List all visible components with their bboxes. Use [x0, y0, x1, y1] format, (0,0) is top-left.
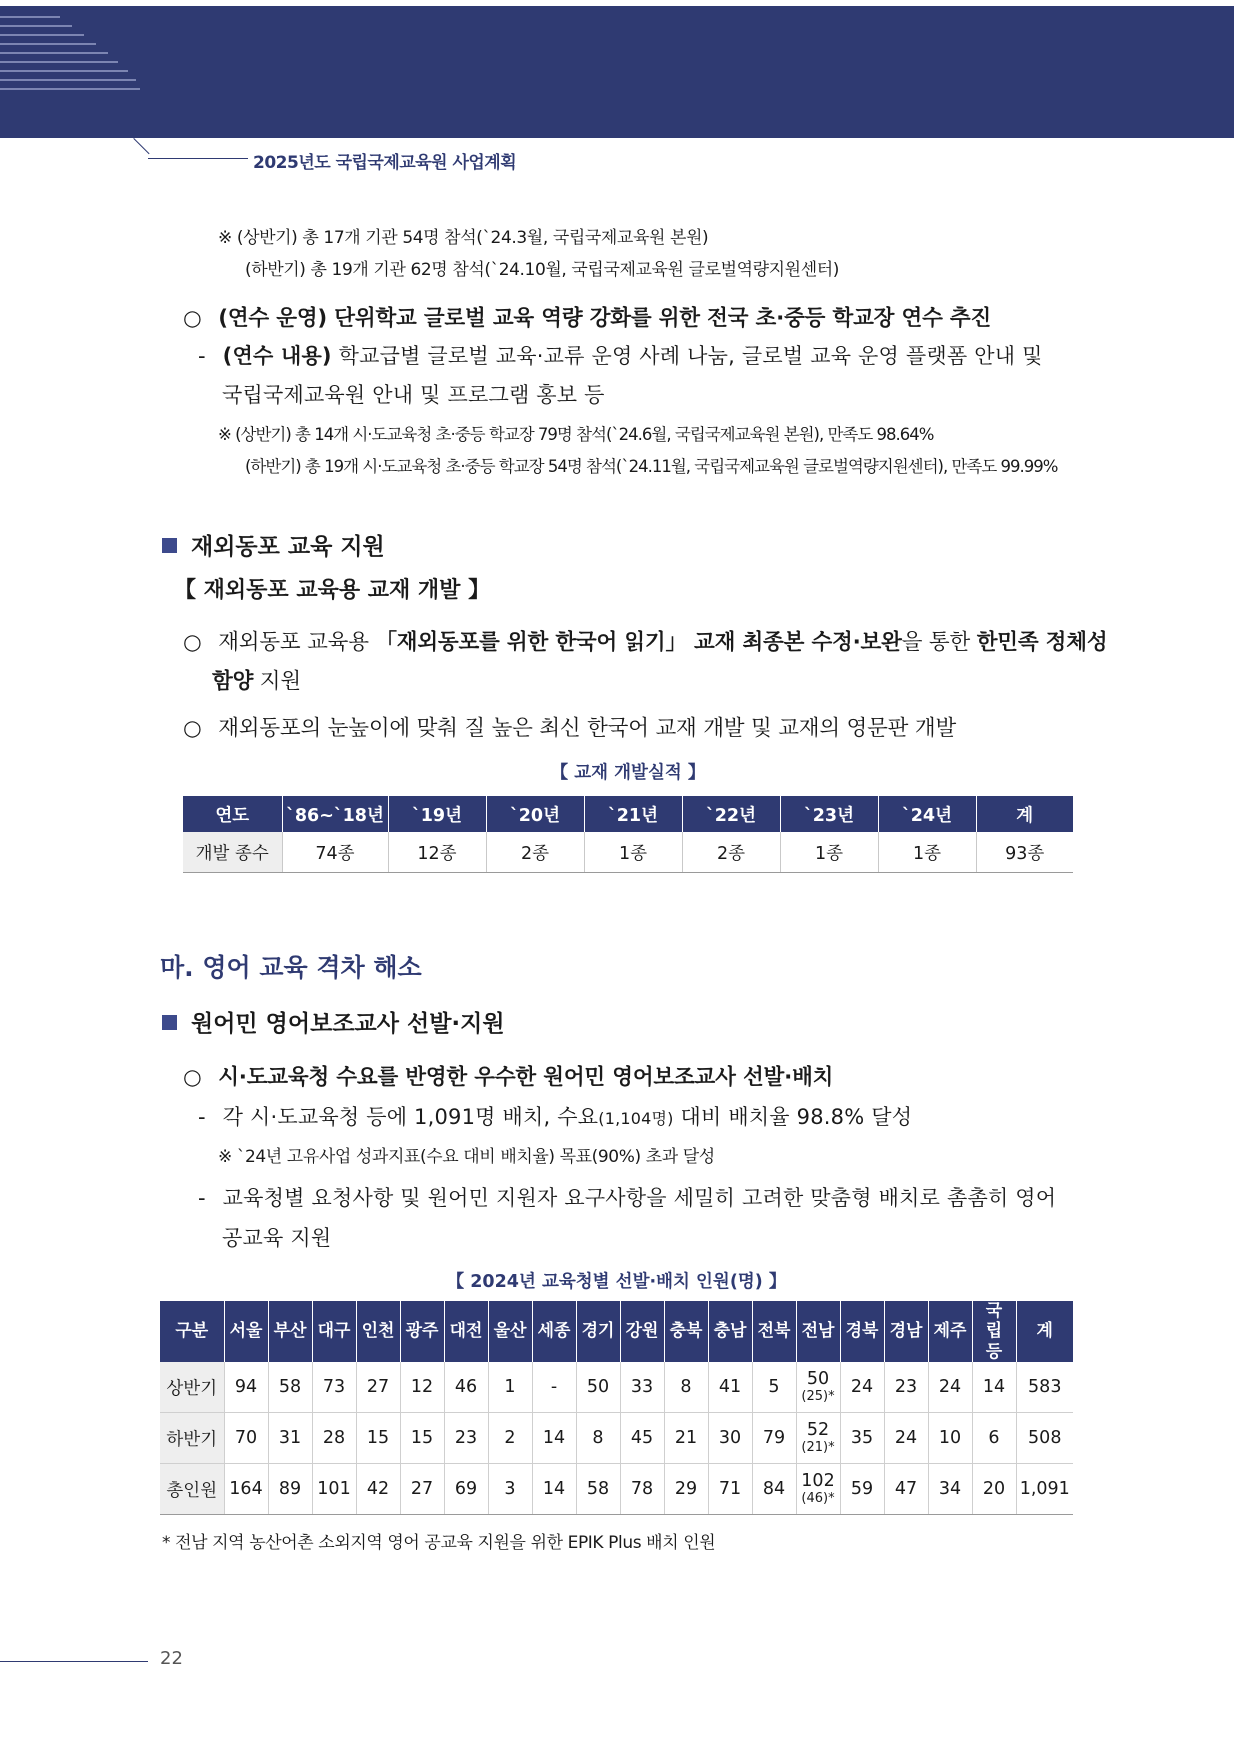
table-cell: 101: [312, 1464, 356, 1515]
table-cell: 94: [224, 1362, 268, 1413]
table-cell: 508: [1016, 1413, 1073, 1464]
table-header-cell: 광주: [400, 1301, 444, 1362]
table-cell: 84: [752, 1464, 796, 1515]
table-cell: 8: [664, 1362, 708, 1413]
table-cell: 58: [268, 1362, 312, 1413]
table-header-cell: 울산: [488, 1301, 532, 1362]
subheading-textbook: 【 재외동포 교육용 교재 개발 】: [174, 578, 491, 603]
dash-item-training-content: [198, 340, 1043, 370]
table-cell: 69: [444, 1464, 488, 1515]
textbook-development-text: 재외동포의 눈높이에 맞춰 질 높은 최신 한국어 교재 개발 및 교재의 영문판 개발: [218, 716, 957, 741]
dash-item-continuation: 공교육 지원: [222, 1226, 332, 1250]
table-header-cell: 경기: [576, 1301, 620, 1362]
table-cell: 15: [400, 1413, 444, 1464]
table-header-row: [183, 796, 1073, 832]
table-cell: 24: [840, 1362, 884, 1413]
dash-item-placement: [198, 1101, 912, 1131]
placement-text-c: 대비 배치율 98.8% 달성: [673, 1105, 913, 1129]
table-row-label: 상반기: [160, 1362, 224, 1413]
table-row-label: 총인원: [160, 1464, 224, 1515]
table-cell-jeonnam: [796, 1464, 840, 1515]
table-cell: 73: [312, 1362, 356, 1413]
dash-mark: -: [198, 1105, 206, 1129]
circle-item-textbook-revision: [183, 625, 1107, 656]
table-cell: 78: [620, 1464, 664, 1515]
placement-text-b: (1,104명): [598, 1109, 674, 1128]
section-heading-english: [162, 1005, 505, 1038]
dash-item-label: (연수 내용): [222, 344, 332, 368]
table-header-cell: 충남: [708, 1301, 752, 1362]
table-cell: 2종: [486, 832, 584, 873]
table-header-cell: 경북: [840, 1301, 884, 1362]
note-second-half: (하반기) 총 19개 기관 62명 참석(`24.10월, 국립국제교육원 글로벌역량지원센터): [245, 260, 839, 280]
table-header-cell: 연도: [183, 796, 282, 832]
table-cell: 8: [576, 1413, 620, 1464]
table-cell: 47: [884, 1464, 928, 1515]
table-header-cell: 전남: [796, 1301, 840, 1362]
table-cell: 58: [576, 1464, 620, 1515]
table-cell: 34: [928, 1464, 972, 1515]
section-heading-overseas-text: 재외동포 교육 지원: [191, 534, 385, 560]
table-caption-textbook: 【 교재 개발실적 】: [550, 763, 706, 783]
table-cell: 21: [664, 1413, 708, 1464]
table-cell: 41: [708, 1362, 752, 1413]
table-header-cell: 구분: [160, 1301, 224, 1362]
table-cell: 12: [400, 1362, 444, 1413]
square-bullet-icon: [162, 538, 177, 553]
table-header-cell: 경남: [884, 1301, 928, 1362]
table-cell: 3: [488, 1464, 532, 1515]
jeonnam-epik-value: (46)*: [801, 1490, 835, 1506]
table-cell: 33: [620, 1362, 664, 1413]
placement-table: [160, 1301, 1073, 1515]
table-cell: 24: [928, 1362, 972, 1413]
table-cell: 6: [972, 1413, 1016, 1464]
circle-item-selection-text: 시·도교육청 수요를 반영한 우수한 원어민 영어보조교사 선발·배치: [218, 1065, 834, 1090]
circle-mark: ○: [183, 1065, 202, 1090]
note-performance-indicator: ※ `24년 고유사업 성과지표(수요 대비 배치율) 목표(90%) 초과 달성: [218, 1147, 715, 1167]
table-cell: 31: [268, 1413, 312, 1464]
circle-item-textbook-development: [183, 711, 956, 742]
table-cell: 79: [752, 1413, 796, 1464]
table-cell: 71: [708, 1464, 752, 1515]
table-cell: 30: [708, 1413, 752, 1464]
textbook-text-e: 함양: [212, 669, 254, 694]
placement-text-a: 각 시·도교육청 등에 1,091명 배치, 수요: [222, 1105, 599, 1129]
circle-item-training-text: (연수 운영) 단위학교 글로벌 교육 역량 강화를 위한 전국 초·중등 학교장 연수 추진: [218, 306, 992, 331]
table-cell: 1종: [584, 832, 682, 873]
table-header-cell: 세종: [532, 1301, 576, 1362]
table-cell: 12종: [388, 832, 486, 873]
table-header-cell: 전북: [752, 1301, 796, 1362]
table-cell: 70: [224, 1413, 268, 1464]
table-cell: 1: [488, 1362, 532, 1413]
table-header-cell: `19년: [388, 796, 486, 832]
dash-mark: -: [198, 1186, 206, 1210]
table-footnote: * 전남 지역 농산어촌 소외지역 영어 공교육 지원을 위한 EPIK Plus 배치 인원: [162, 1533, 716, 1553]
jeonnam-epik-value: (25)*: [801, 1388, 835, 1404]
table-header-cell: 계: [976, 796, 1073, 832]
section-heading-overseas: [162, 528, 385, 561]
table-header-cell: 서울: [224, 1301, 268, 1362]
note-principal-first: ※ (상반기) 총 14개 시·도교육청 초·중등 학교장 79명 참석(`24.6월, 국립국제교육원 본원), 만족도 98.64%: [218, 425, 934, 444]
table-cell: 46: [444, 1362, 488, 1413]
jeonnam-epik-value: (21)*: [801, 1439, 835, 1455]
circle-mark: ○: [183, 716, 202, 741]
table-cell: 15: [356, 1413, 400, 1464]
table-cell: 42: [356, 1464, 400, 1515]
table-header-cell: 부산: [268, 1301, 312, 1362]
table-cell: 23: [444, 1413, 488, 1464]
table-cell: 89: [268, 1464, 312, 1515]
table-header-cell: 충북: [664, 1301, 708, 1362]
table-cell: 20: [972, 1464, 1016, 1515]
table-cell: 24: [884, 1413, 928, 1464]
note-principal-second: (하반기) 총 19개 시·도교육청 초·중등 학교장 54명 참석(`24.11월, 국립국제교육원 글로벌역량지원센터), 만족도 99.99%: [245, 457, 1058, 476]
dash-mark: -: [198, 344, 206, 368]
table-header-cell: 강원: [620, 1301, 664, 1362]
table-header-cell: `86~`18년: [282, 796, 388, 832]
table-cell: 5: [752, 1362, 796, 1413]
table-cell: -: [532, 1362, 576, 1413]
circle-item-training: [183, 301, 991, 332]
jeonnam-value: 50: [806, 1369, 830, 1390]
table-row-label: 개발 종수: [183, 832, 282, 873]
table-header-cell: 국립 등: [972, 1301, 1016, 1362]
jeonnam-value: 52: [806, 1420, 830, 1441]
page-number: 22: [160, 1648, 183, 1669]
table-header-cell: 인천: [356, 1301, 400, 1362]
table-cell: 2: [488, 1413, 532, 1464]
circle-mark: ○: [183, 630, 202, 655]
footer-rule: [0, 1661, 148, 1662]
table-cell: 14: [532, 1464, 576, 1515]
table-row: [160, 1362, 1073, 1413]
table-cell: 27: [356, 1362, 400, 1413]
dash-item-text: 학교급별 글로벌 교육·교류 운영 사례 나눔, 글로벌 교육 운영 플랫폼 안내 및: [331, 344, 1043, 368]
table-header-cell: `23년: [780, 796, 878, 832]
header-slant-rule: [133, 138, 149, 154]
table-row-label: 하반기: [160, 1413, 224, 1464]
table-header-cell: `21년: [584, 796, 682, 832]
table-row: [160, 1413, 1073, 1464]
table-cell: 35: [840, 1413, 884, 1464]
table-cell: 28: [312, 1413, 356, 1464]
header-rule: [148, 158, 248, 159]
textbook-text-d: 한민족 정체성: [976, 630, 1108, 655]
jeonnam-value: 102: [801, 1471, 835, 1492]
textbook-text-b: 「재외동포를 위한 한국어 읽기」 교재 최종본 수정·보완: [375, 630, 902, 655]
table-header-cell: 제주: [928, 1301, 972, 1362]
table-cell: 27: [400, 1464, 444, 1515]
chapter-title: 마. 영어 교육 격차 해소: [160, 953, 422, 982]
table-cell: 2종: [682, 832, 780, 873]
table-cell: 164: [224, 1464, 268, 1515]
section-heading-english-text: 원어민 영어보조교사 선발·지원: [191, 1011, 505, 1037]
table-cell: 29: [664, 1464, 708, 1515]
table-cell: 1종: [780, 832, 878, 873]
table-cell-jeonnam: [796, 1362, 840, 1413]
table-cell: 583: [1016, 1362, 1073, 1413]
table-cell-jeonnam: [796, 1413, 840, 1464]
table-cell: 50: [576, 1362, 620, 1413]
table-row: [160, 1464, 1073, 1515]
header-banner: [0, 6, 1234, 138]
banner-stripes: [0, 16, 140, 136]
table-cell: 59: [840, 1464, 884, 1515]
table-header-cell: `20년: [486, 796, 584, 832]
table-cell: 74종: [282, 832, 388, 873]
dash-item-custom-placement: [198, 1182, 1056, 1212]
table-row: [183, 832, 1073, 873]
table-cell: 1,091: [1016, 1464, 1073, 1515]
circle-item-continuation: [212, 664, 301, 695]
table-header-cell: `24년: [878, 796, 976, 832]
dash-item-continuation: 국립국제교육원 안내 및 프로그램 홍보 등: [222, 383, 605, 407]
table-header-cell: 계: [1016, 1301, 1073, 1362]
custom-placement-text: 교육청별 요청사항 및 원어민 지원자 요구사항을 세밀히 고려한 맞춤형 배치로 촘촘히 영어: [222, 1186, 1057, 1210]
table-cell: 10: [928, 1413, 972, 1464]
table-header-cell: 대전: [444, 1301, 488, 1362]
table-header-row: [160, 1301, 1073, 1362]
textbook-text-a: 재외동포 교육용: [218, 630, 376, 655]
circle-item-selection: [183, 1060, 833, 1091]
square-bullet-icon: [162, 1015, 177, 1030]
table-cell: 93종: [976, 832, 1073, 873]
table-cell: 45: [620, 1413, 664, 1464]
table-caption-placement: 【 2024년 교육청별 선발·배치 인원(명) 】: [446, 1272, 787, 1292]
table-header-cell: `22년: [682, 796, 780, 832]
textbook-text-f: 지원: [253, 669, 301, 694]
table-cell: 14: [532, 1413, 576, 1464]
table-cell: 14: [972, 1362, 1016, 1413]
textbook-table: [183, 796, 1073, 873]
textbook-text-c: 을 통한: [901, 630, 977, 655]
table-cell: 1종: [878, 832, 976, 873]
circle-mark: ○: [183, 306, 202, 331]
table-header-cell: 대구: [312, 1301, 356, 1362]
table-cell: 23: [884, 1362, 928, 1413]
note-first-half: ※ (상반기) 총 17개 기관 54명 참석(`24.3월, 국립국제교육원 본원): [218, 228, 709, 248]
header-title: 2025년도 국립국제교육원 사업계획: [253, 153, 517, 173]
